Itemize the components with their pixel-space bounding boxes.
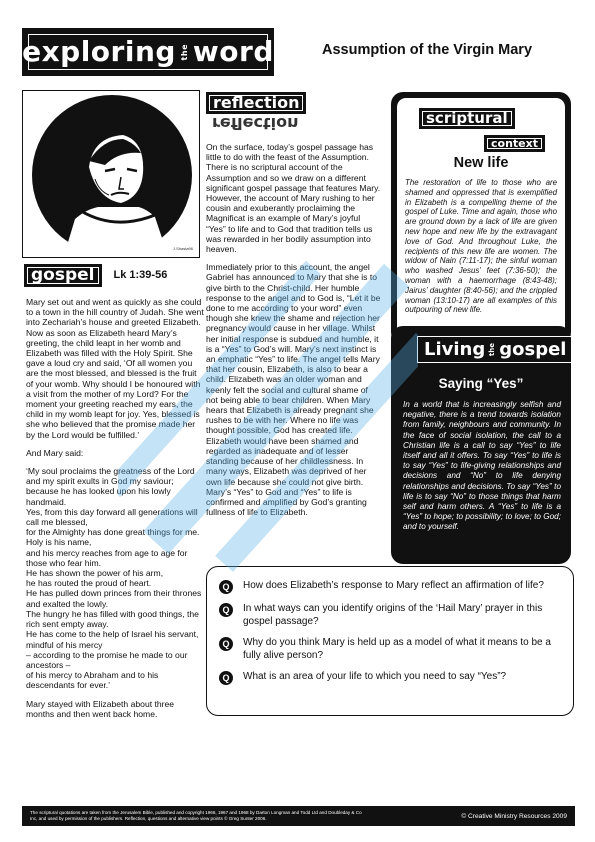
question-item xyxy=(219,602,565,628)
question-text: In what ways can you identify origins of the ‘Hail Mary’ prayer in this gospel passage? xyxy=(243,603,543,627)
magnificat-line: and my spirit exults in God my saviour; xyxy=(26,476,174,487)
question-icon: Q xyxy=(219,580,233,594)
questions-box xyxy=(206,566,574,716)
magnificat-line: – according to the promise he made to our ancestors – xyxy=(26,649,188,670)
question-text: Why do you think Mary is held up as a model of what it means to be a fully alive person? xyxy=(243,637,551,661)
gospel-paragraph: Mary set out and went as quickly as she could to a town in the hill country of Judah. She went into Zechariah’s house and greeted Elizabeth. Now as soon as Elizabeth heard Mary’s greeting, the child leapt in her womb and Elizabeth was filled with the Holy Spirit. She gave a loud cry and said, ‘Of all women you are the most blessed, and blessed is the fruit of your womb. Why should I be honoured with a visit from the mother of my Lord? For the moment your greeting reached my ears, the child in my womb leapt for joy. Yes, blessed is she who believed that the promise made her by the Lord would be fulfilled.’ xyxy=(26,297,204,440)
mary-portrait xyxy=(22,90,200,258)
question-item xyxy=(219,670,565,685)
question-icon: Q xyxy=(219,637,233,651)
question-icon: Q xyxy=(219,603,233,617)
scriptural-banner: scriptural xyxy=(419,108,515,129)
page-title: Assumption of the Virgin Mary xyxy=(322,42,533,58)
masthead-logo xyxy=(22,28,274,76)
scriptural-context-box xyxy=(391,92,571,344)
question-item xyxy=(219,636,565,662)
living-text: In a world that is increasingly selfish and negative, there is a trend towards isolation from family, neighbours and community. In the face of social isolation, the call to a Christian life is a call to say “Yes” to life itself and all it offers. To say “Yes” to life is to say “Yes” to life-giving relationships and decisions and “No” to life denying relationships and decisions. To say “Yes” to life is to say “No” to those things that harm self and harm others. A “Yes” to life is a “Yes” to hope; to possibility; to love; to God; and to yourself. xyxy=(403,400,561,532)
gospel-text xyxy=(26,297,204,727)
footer-bar xyxy=(22,806,575,826)
magnificat-line: of his mercy to Abraham and to his descendants for ever.’ xyxy=(26,670,159,691)
magnificat-line: He has shown the power of his arm, xyxy=(26,568,164,579)
magnificat-line: Yes, from this day forward all generations will call me blessed, xyxy=(26,506,198,528)
footer-permissions-note: The scriptural quotations are taken from the Jerusalem Bible, published and copyright 1966, 1967 and 1968 by Darton Longman and Todd Ltd and Doubleday & Co Inc, and used by permission of the publishers. Reflection, questions and alternative view points © Greg Sunter 2006. xyxy=(30,810,362,821)
context-title: New life xyxy=(453,155,509,171)
gospel-word: gospel xyxy=(499,339,567,360)
question-icon: Q xyxy=(219,671,233,685)
portrait-illustration xyxy=(23,91,200,258)
reflection-text xyxy=(206,142,382,525)
living-the: the xyxy=(488,342,497,357)
portrait-credit: J.Shasta96 xyxy=(172,246,193,251)
magnificat-line: for the Almighty has done great things for me. xyxy=(26,527,200,538)
question-text: What is an area of your life to which you need to say “Yes”? xyxy=(243,671,507,682)
gospel-paragraph: Mary stayed with Elizabeth about three months and then went back home. xyxy=(26,698,175,719)
magnificat-line: He has pulled down princes from their thrones and exalted the lowly. xyxy=(26,588,202,609)
masthead-word-1: exploring xyxy=(22,35,176,68)
gospel-banner: gospel xyxy=(24,264,102,287)
context-text: The restoration of life to those who are shamed and oppressed that is exemplified in Elizabeth is a compelling theme of the gospel of Luke. Time and again, those who are ground down by a lack of life are given new hope and new life by the extravagant love of God. And throughout Luke, the recipients of this new life are women. The widow of Nain (7:11-17); the sinful woman who washed Jesus’ feet (7:36-50); the woman with a haemorrhage (8:43-48); Jairus’ daughter (8:40-56); and the crippled woman (13:10-17) are all examples of this outpouring of new life. xyxy=(405,178,557,315)
context-banner: context xyxy=(484,135,545,152)
magnificat-line: He has come to the help of Israel his servant, mindful of his mercy xyxy=(26,629,199,650)
footer-copyright: © Creative Ministry Resources 2009 xyxy=(461,812,567,820)
living-the-gospel-box xyxy=(391,326,571,564)
reflection-heading xyxy=(206,92,324,134)
magnificat-line: The hungry he has filled with good things, the rich sent empty away. xyxy=(26,608,199,630)
masthead-the: the xyxy=(179,43,189,61)
question-text: How does Elizabeth’s response to Mary reflect an affirmation of life? xyxy=(243,580,544,591)
reflection-paragraph: On the surface, today’s gospel passage has little to do with the feast of the Assumption. There is no scriptural account of the Assumption and so we draw on a different significant gospel passage that features Mary. However, the account of Mary rushing to her cousin and exuberantly proclaiming the Magnificat is an example of Mary’s joyful “Yes” to life and to God that tradition tells us was rewarded in her bodily assumption into heaven. xyxy=(206,142,381,255)
living-gospel-banner xyxy=(417,336,573,363)
magnificat-line: and his mercy reaches from age to age for those who fear him. xyxy=(26,547,188,568)
gospel-reference: Lk 1:39-56 xyxy=(113,269,168,281)
reflection-mirror-text: reflection xyxy=(212,114,299,133)
living-title: Saying “Yes” xyxy=(438,376,524,391)
masthead-word-2: word xyxy=(192,35,274,68)
question-item xyxy=(219,579,565,594)
reflection-banner: reflection xyxy=(206,92,306,114)
magnificat-line: Holy is his name, xyxy=(26,537,92,548)
living-word: Living xyxy=(424,339,486,360)
gospel-paragraph: And Mary said: xyxy=(26,447,84,458)
magnificat-line: ‘My soul proclaims the greatness of the Lord xyxy=(26,466,195,477)
reflection-paragraph: Immediately prior to this account, the angel Gabriel has announced to Mary that she is to give birth to the Christ-child. Her humble response to the angel and to God is, “Let it be done to me according to your word” even though she knew the shame and rejection her pregnancy would cause in her village. Whilst her initial response is subdued and humble, it is a “Yes” to God’s will. Mary’s next instinct is an emphatic “Yes” to life. The angel tells Mary that her cousin, Elizabeth, is also to bear a child. Elizabeth was an older woman and keenly felt the social and cultural shame of not being able to bear children. When Mary hears that Elizabeth is already pregnant she rushes to be with her. Where no life was thought possible, God has created life. Elizabeth would have been shamed and regarded as inadequate and of lesser standing because of her childlessness. In many ways, Elizabeth was deprived of her own life because she could not give birth. Mary’s “Yes” to God and “Yes” to life is confirmed and amplified by God’s granting fullness of life to Elizabeth. xyxy=(206,262,381,518)
magnificat-line: because he has looked upon his lowly handmaid. xyxy=(26,486,171,507)
magnificat-line: he has routed the proud of heart. xyxy=(26,578,152,589)
gospel-heading xyxy=(24,264,167,286)
